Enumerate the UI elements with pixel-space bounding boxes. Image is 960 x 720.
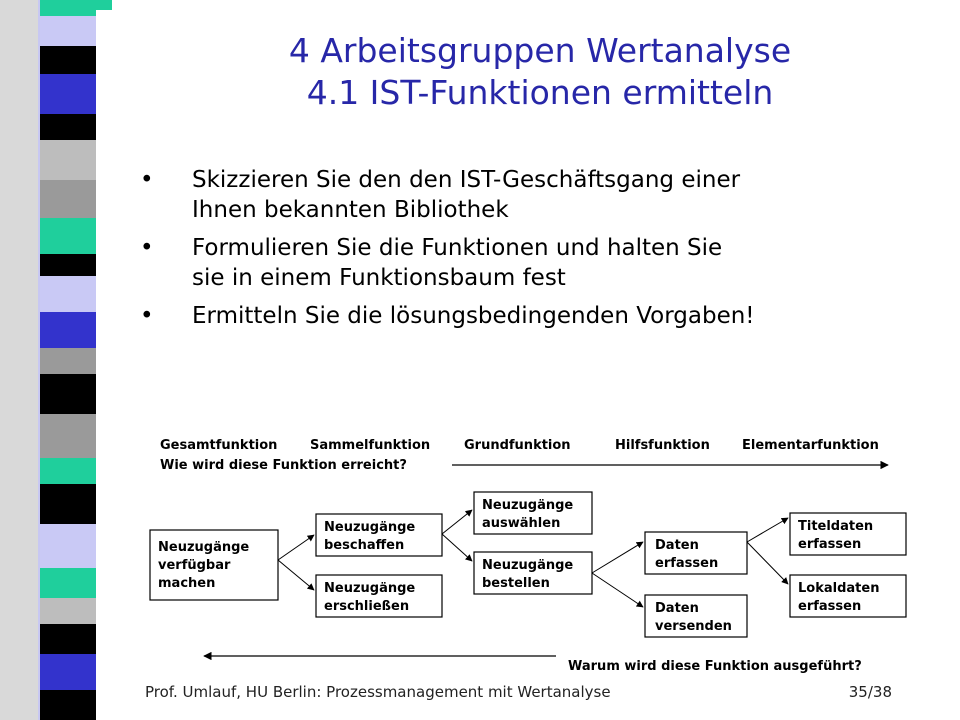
level-header: Sammelfunktion: [310, 438, 431, 453]
level-header: Gesamtfunktion: [160, 438, 278, 453]
node-daten-erfassen: [645, 532, 747, 574]
svg-text:Daten: Daten: [655, 601, 699, 616]
svg-text:Neuzugänge: Neuzugänge: [158, 540, 250, 555]
svg-text:machen: machen: [158, 576, 216, 591]
bullet-text-line: Ihnen bekannten Bibliothek: [192, 197, 509, 223]
svg-text:Neuzugänge: Neuzugänge: [482, 558, 574, 573]
svg-text:Neuzugänge: Neuzugänge: [324, 520, 416, 535]
node-root: [150, 530, 278, 600]
svg-text:Neuzugänge: Neuzugänge: [324, 581, 416, 596]
bullet-dot: •: [140, 235, 154, 261]
stripe-block: [0, 0, 40, 720]
svg-text:versenden: versenden: [655, 619, 732, 634]
svg-text:Daten: Daten: [655, 538, 699, 553]
svg-text:erfassen: erfassen: [655, 556, 719, 571]
svg-text:erschließen: erschließen: [324, 599, 410, 614]
slide-title: [180, 30, 900, 114]
svg-text:Lokaldaten: Lokaldaten: [798, 581, 880, 596]
stripe-blocks: [40, 0, 96, 720]
node-bestellen: [474, 552, 592, 594]
node-lokaldaten: [790, 575, 906, 617]
footer-author: Prof. Umlauf, HU Berlin: Prozessmanagement mit Wertanalyse: [145, 683, 611, 701]
bullet-item: [140, 301, 920, 331]
title-line-2: 4.1 IST-Funktionen ermitteln: [306, 73, 774, 112]
svg-text:Titeldaten: Titeldaten: [798, 519, 874, 534]
bullet-dot: •: [140, 167, 154, 193]
svg-text:beschaffen: beschaffen: [324, 538, 405, 553]
stripe-edge: [96, 0, 112, 720]
node-beschaffen: [316, 514, 442, 556]
level-header: Elementarfunktion: [742, 438, 879, 453]
svg-text:erfassen: erfassen: [798, 537, 862, 552]
bullet-text-line: Skizzieren Sie den den IST-Geschäftsgang einer: [192, 167, 741, 193]
question-why: Warum wird diese Funktion ausgeführt?: [568, 659, 862, 674]
bullet-text-line: sie in einem Funktionsbaum fest: [192, 265, 566, 291]
question-how: Wie wird diese Funktion erreicht?: [160, 458, 407, 473]
svg-text:erfassen: erfassen: [798, 599, 862, 614]
stripe-edge: [96, 0, 112, 10]
node-auswaehlen: [474, 492, 592, 534]
bullet-list: [140, 165, 920, 339]
bullet-text-line: Ermitteln Sie die lösungsbedingenden Vorgaben!: [192, 303, 755, 329]
function-tree-diagram: [140, 430, 920, 680]
title-line-1: 4 Arbeitsgruppen Wertanalyse: [288, 31, 792, 70]
level-header: Grundfunktion: [464, 438, 571, 453]
node-titeldaten: [790, 513, 906, 555]
node-erschliessen: [316, 575, 442, 617]
svg-text:Neuzugänge: Neuzugänge: [482, 498, 574, 513]
node-daten-versenden: [645, 595, 747, 637]
level-header: Hilfsfunktion: [615, 438, 710, 453]
svg-text:auswählen: auswählen: [482, 516, 561, 531]
page-number: 35/38: [848, 683, 892, 701]
decorative-stripe: [0, 0, 112, 720]
bullet-item: [140, 165, 920, 225]
bullet-dot: •: [140, 303, 154, 329]
bullet-text-line: Formulieren Sie die Funktionen und halten Sie: [192, 235, 723, 261]
svg-text:bestellen: bestellen: [482, 576, 550, 591]
svg-text:verfügbar: verfügbar: [158, 558, 231, 573]
bullet-item: [140, 233, 920, 293]
